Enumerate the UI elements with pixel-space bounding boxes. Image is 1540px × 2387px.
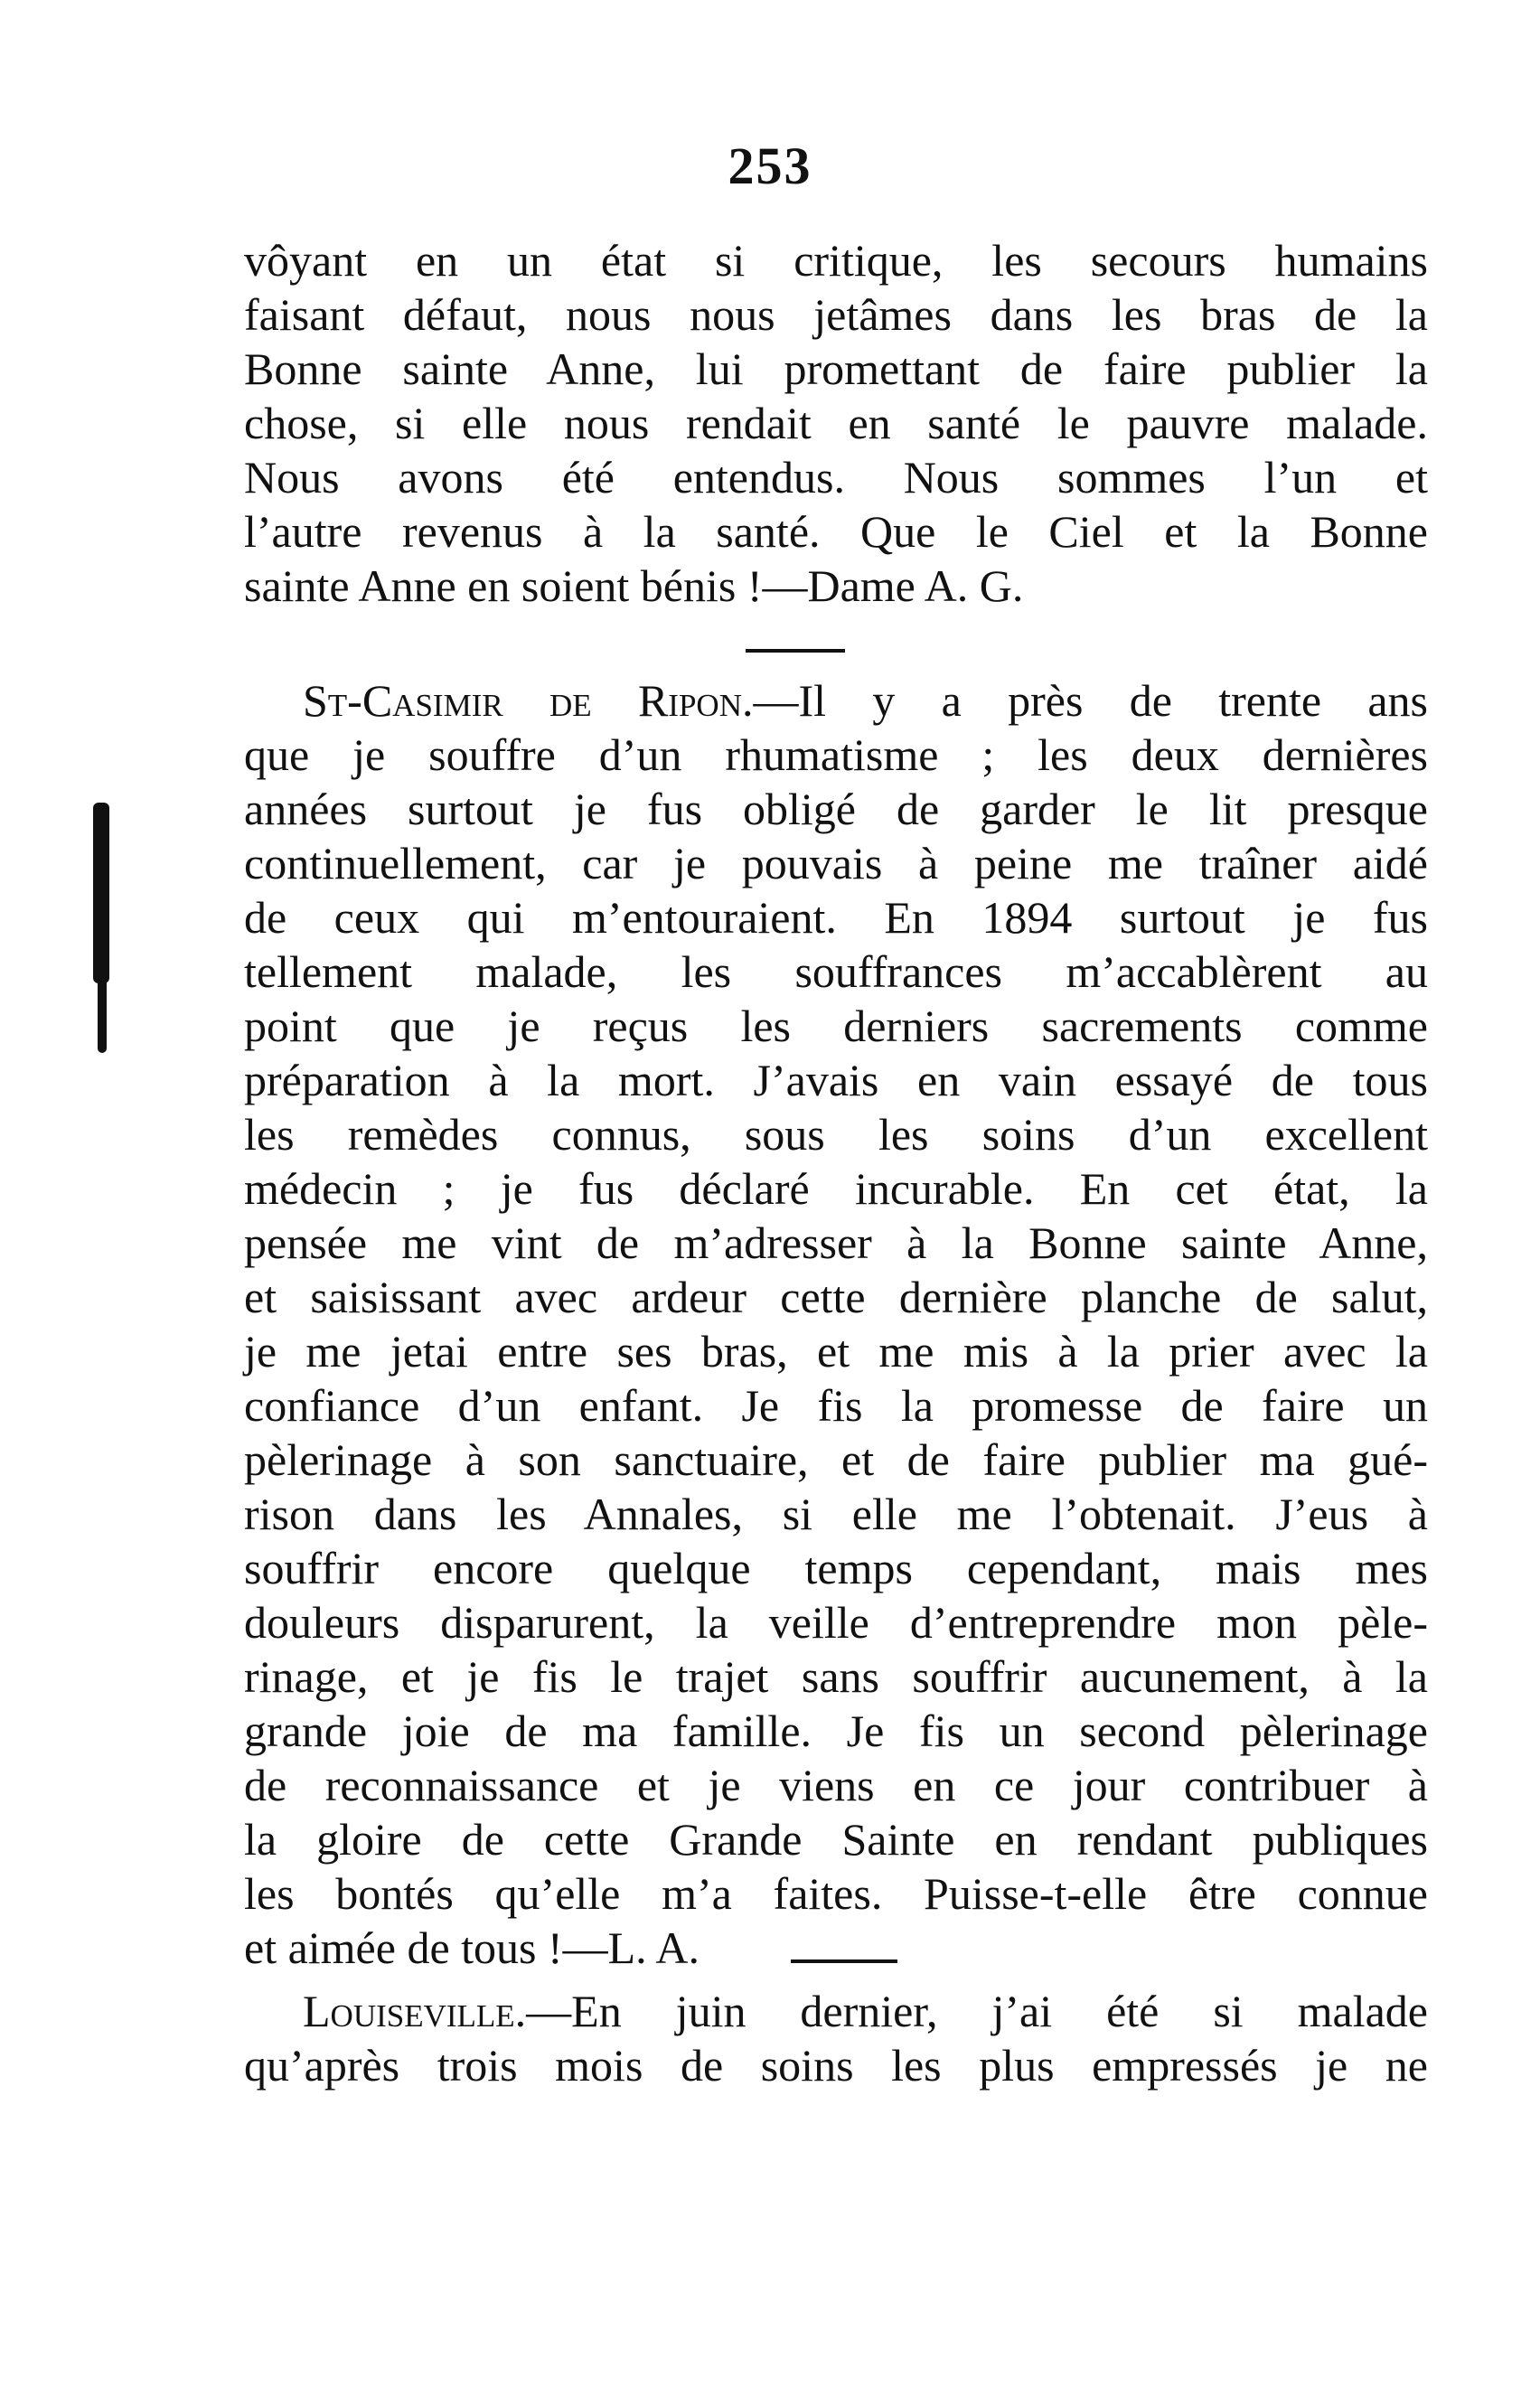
text-run: —Il y a près de trente ans xyxy=(753,675,1428,726)
text-line: douleurs disparurent, la veille d’entreprendre mon pèle- xyxy=(244,1597,1428,1648)
section-divider xyxy=(746,649,845,653)
paragraph-louiseville xyxy=(244,1984,1428,2092)
text-line: l’autre revenus à la santé. Que le Ciel et la Bonne xyxy=(244,506,1428,557)
text-line: années surtout je fus obligé de garder le lit presque xyxy=(244,784,1428,834)
margin-bracket-mark xyxy=(93,803,109,983)
place-name: Louiseville. xyxy=(303,1986,527,2036)
page-number: 253 xyxy=(728,136,812,195)
text-line: tellement malade, les souffrances m’accablèrent au xyxy=(244,946,1428,997)
text-line: souffrir encore quelque temps cependant, mais mes xyxy=(244,1543,1428,1593)
margin-bracket-mark xyxy=(98,972,107,1053)
text-line: pensée me vint de m’adresser à la Bonne sainte Anne, xyxy=(244,1217,1428,1268)
text-line: de ceux qui m’entouraient. En 1894 surtout je fus xyxy=(244,892,1428,943)
place-name: St-Casimir de Ripon. xyxy=(303,675,754,726)
text-line: et saisissant avec ardeur cette dernière planche de salut, xyxy=(244,1272,1428,1322)
text-line: confiance d’un enfant. Je fis la promesse de faire un xyxy=(244,1380,1428,1431)
paragraph-dame-a-g xyxy=(244,233,1428,613)
text-line: qu’après trois mois de soins les plus empressés je ne xyxy=(244,2040,1428,2091)
text-line: Bonne sainte Anne, lui promettant de faire publier la xyxy=(244,343,1428,394)
text-run: —En juin dernier, j’ai été si malade xyxy=(526,1986,1428,2036)
section-divider xyxy=(791,1959,897,1963)
text-line: les bontés qu’elle m’a faites. Puisse-t-elle être connue xyxy=(244,1868,1428,1919)
text-line: pèlerinage à son sanctuaire, et de faire publier ma gué- xyxy=(244,1434,1428,1485)
text-line: que je souffre d’un rhumatisme ; les deux dernières xyxy=(244,729,1428,780)
text-line: sainte Anne en soient bénis !—Dame A. G. xyxy=(244,560,1024,611)
text-line: grande joie de ma famille. Je fis un second pèlerinage xyxy=(244,1706,1428,1756)
text-line: les remèdes connus, sous les soins d’un excellent xyxy=(244,1109,1428,1160)
text-line xyxy=(244,1984,1428,2038)
paragraph-st-casimir xyxy=(244,673,1428,1975)
text-line: faisant défaut, nous nous jetâmes dans les bras de la xyxy=(244,289,1428,340)
text-line: de reconnaissance et je viens en ce jour contribuer à xyxy=(244,1760,1428,1810)
text-line: point que je reçus les derniers sacrements comme xyxy=(244,1001,1428,1051)
text-line: rison dans les Annales, si elle me l’obtenait. J’eus à xyxy=(244,1489,1428,1539)
text-line: chose, si elle nous rendait en santé le pauvre malade. xyxy=(244,398,1428,448)
text-line: rinage, et je fis le trajet sans souffrir aucunement, à la xyxy=(244,1651,1428,1702)
text-line: vôyant en un état si critique, les secours humains xyxy=(244,235,1428,286)
text-line xyxy=(244,673,1428,728)
text-line: la gloire de cette Grande Sainte en rendant publiques xyxy=(244,1814,1428,1865)
text-line: je me jetai entre ses bras, et me mis à la prier avec la xyxy=(244,1326,1428,1377)
text-line: médecin ; je fus déclaré incurable. En cet état, la xyxy=(244,1163,1428,1214)
text-line: préparation à la mort. J’avais en vain essayé de tous xyxy=(244,1055,1428,1105)
text-line: continuellement, car je pouvais à peine me traîner aidé xyxy=(244,838,1428,888)
text-line: et aimée de tous !—L. A. xyxy=(244,1922,700,1973)
text-line: Nous avons été entendus. Nous sommes l’un et xyxy=(244,452,1428,503)
